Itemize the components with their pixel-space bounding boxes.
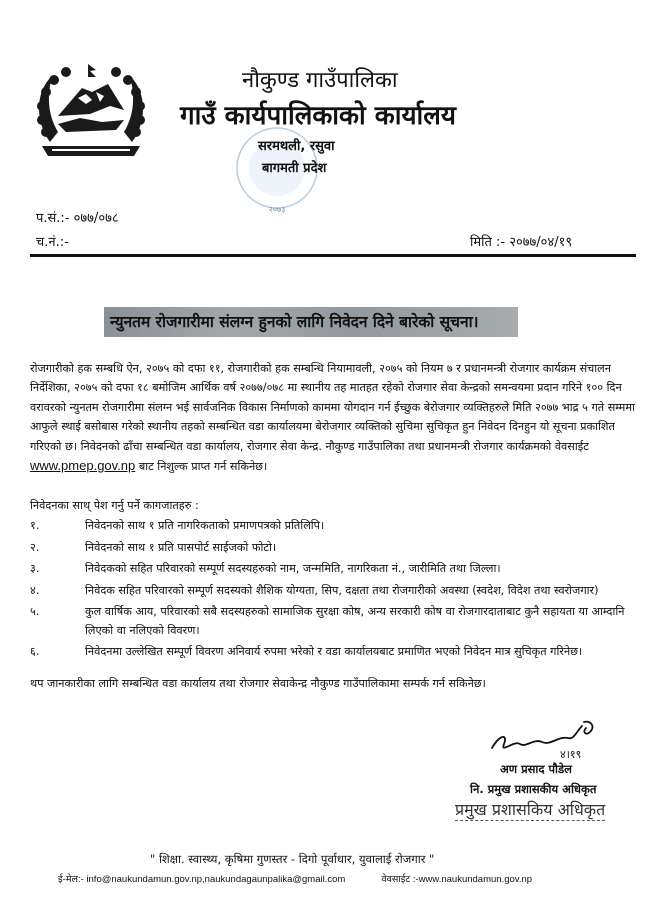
list-item-number: ५.	[30, 605, 40, 618]
nepal-emblem-icon	[30, 62, 152, 160]
date-label: मिति :-	[470, 235, 506, 250]
list-item-text: निवेदनको साथ १ प्रति नागरिकताको प्रमाणपत्रको प्रतिलिपि।	[85, 519, 325, 532]
body-text-end: बाट निशुल्क प्राप्त गर्न सकिनेछ।	[138, 460, 268, 474]
email-value[interactable]: info@naukundamun.gov.np,naukundagaunpalika@gmail.com	[86, 874, 346, 885]
list-item-number: ३.	[30, 562, 40, 575]
list-item-text: निवेदक सहित परिवारको सम्पूर्ण सदस्यको शैशिक योग्यता, सिप, दक्षता तथा रोजगारीको अवस्था (स्वदेश, विदेश तथा स्वरोजगार)	[85, 583, 599, 597]
list-item-text: निवेदनको साथ १ प्रति पासपोर्ट साईजको फोटो।	[85, 540, 277, 554]
dispatch-number-label: च.नं.:-	[36, 235, 69, 250]
website-value[interactable]: www.naukundamun.gov.np	[418, 874, 533, 885]
footer-contact	[58, 872, 618, 885]
footer-motto: " शिक्षा. स्वास्थ्य, कृषिमा गुणस्तर - दिगो पूर्वाधार, युवालाई रोजगार "	[150, 852, 435, 866]
list-item-text: निवेदकको सहित परिवारको सम्पूर्ण सदस्यहरुको नाम, जन्ममिति, नागरिकता नं., जारीमिति तथा जिल्ला।	[85, 562, 501, 575]
official-seal-text: प्रमुख प्रशासकिय अधिकृत	[455, 800, 606, 819]
list-item-number: ४.	[30, 583, 40, 597]
notice-body	[30, 359, 640, 476]
date-value: २०७७/०४/१९	[509, 235, 573, 250]
list-item	[30, 643, 640, 662]
list-item-number: २.	[30, 540, 40, 554]
list-item-text: निवेदनमा उल्लेखित सम्पूर्ण विवरण अनिवार्य रुपमा भरेको र वडा कार्यालयबाट प्रमाणित भएको निवेदन मात्र सुचिकृत गरिनेछ।	[85, 645, 583, 658]
body-text: रोजगारीको हक सम्बधि ऐन, २०७५ को दफा ११, रोजगारीको हक सम्बन्धि नियामावली, २०७५ को नियम ७ र प्रधानमन्त्री रोजगार कार्यक्रम संचालन निर्देशिका, २०७५ को दफा १८ बमोजिम आर्थिक वर्ष २०७७/०७८ मा स्थानीय तह मातहत रहेको रोजगार सेवा केन्द्रको समन्वयमा प्रदान गरिने १०० दिन वरावरको न्युनतम रोजगारीमा संलग्न भई सार्वजनिक विकास निर्माणको काममा योगदान गर्न ईच्छुक बेरोजगार व्यक्तिहरुले मिति २०७७ भाद्र ५ गते सम्ममा आफुले स्थाई बसोबास गरेको स्थानीय तहको सम्बन्धित वडा कार्यालयमा बेरोजगार व्यक्तिको सुचिमा सुचिकृत हुन निवेदन दिनहुन यो सूचना प्रकाशित गरिएको छ। निवेदनको ढाँचा सम्बन्धित वडा कार्यालय, रोजगार सेवा केन्द्र. नौकुण्ड गाउँपालिका तथा प्रधानमन्त्री रोजगार कार्यक्रमको वेवसाईट	[30, 362, 635, 453]
office-title: गाउँ कार्यपालिकाको कार्यालय	[180, 101, 456, 131]
list-item	[30, 539, 640, 558]
address-line-1: सरमथली, रसुवा	[258, 139, 335, 154]
list-item	[30, 560, 640, 579]
signature-date: ४।१९	[560, 748, 582, 761]
municipality-name: नौकुण्ड गाउँपालिका	[242, 68, 398, 93]
footer-website	[381, 872, 532, 885]
documents-title: निवेदनका साथ् पेश गर्नु पर्ने कागजातहरु :	[30, 499, 199, 512]
list-item	[30, 517, 640, 536]
pmep-website-link[interactable]: www.pmep.gov.np	[30, 458, 136, 474]
footer-email	[58, 872, 345, 885]
list-item-number: ६.	[30, 645, 40, 658]
email-label: ई-मेल:-	[58, 874, 84, 885]
further-info: थप जानकारीका लागि सम्बन्धित वडा कार्यालय तथा रोजगार सेवाकेन्द्र नौकुण्ड गाउँपालिकामा सम्पर्क गर्न सकिनेछ।	[30, 677, 486, 690]
list-item	[30, 603, 640, 640]
signatory-title: नि. प्रमुख प्रशासकीय अधिकृत	[470, 782, 597, 796]
letter-date	[470, 232, 572, 250]
signatory-name: अण प्रसाद पौडेल	[500, 762, 572, 776]
list-item-number: १.	[30, 519, 40, 532]
notice-subject: न्युनतम रोजगारीमा संलग्न हुनको लागि निवेदन दिने बारेको सूचना।	[104, 307, 518, 337]
website-label: वेवसाईट :-	[381, 874, 419, 885]
reference-number-label: प.सं.:-	[36, 211, 70, 226]
address-line-2: बागमती प्रदेश	[262, 161, 327, 176]
list-item	[30, 582, 640, 601]
reference-number	[36, 208, 119, 226]
list-item-text: कुल वार्षिक आय, परिवारको सबै सदस्यहरुको सामाजिक सुरक्षा कोष, अन्य सरकारी कोष वा रोजगारदाताबाट कुनै सहायता या आम्दानि लिएको वा नलिएको विवरण।	[85, 605, 625, 637]
documents-list	[30, 517, 640, 665]
reference-number-value: ०७७/०७८	[73, 211, 119, 226]
handwritten-signature-icon	[486, 714, 606, 766]
svg-text:२०७३: २०७३	[268, 205, 286, 214]
header-divider	[30, 254, 636, 257]
dispatch-number	[36, 232, 69, 250]
